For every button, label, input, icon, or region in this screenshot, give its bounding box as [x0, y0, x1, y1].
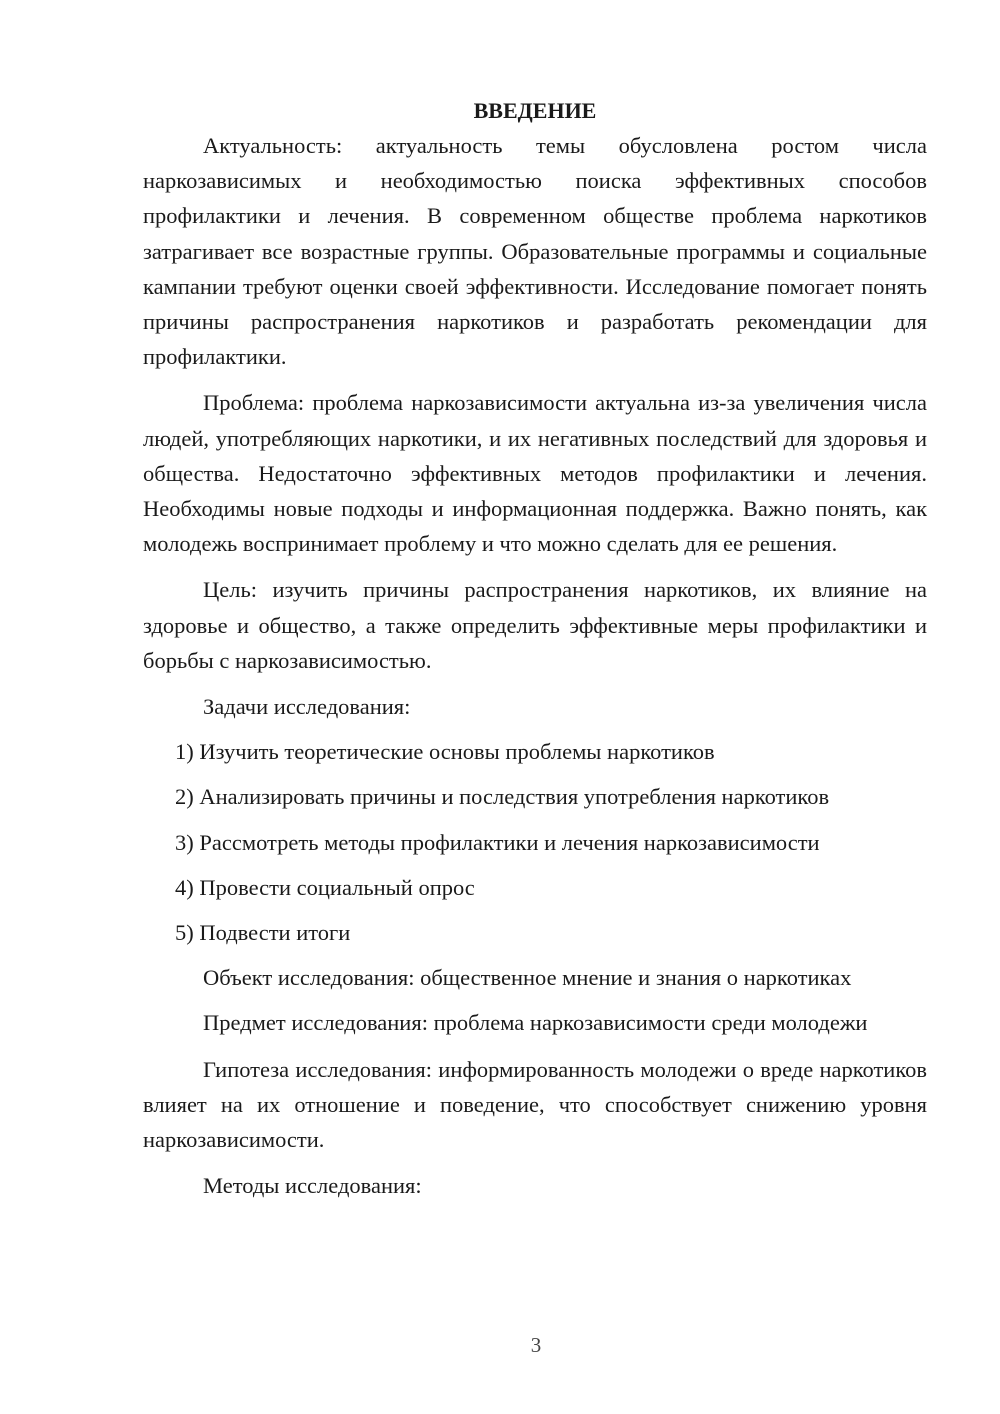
list-item: 2) Анализировать причины и последствия употребления наркотиков	[175, 784, 830, 810]
tasks-list	[143, 734, 927, 950]
page-number: 3	[530, 1333, 542, 1357]
list-item: 5) Подвести итоги	[175, 920, 351, 946]
hypothesis-paragraph: Гипотеза исследования: информированность молодежи о вреде наркотиков влияет на их отношение и поведение, что способствует снижению уровня наркозависимости.	[143, 1056, 927, 1153]
list-item: 4) Провести социальный опрос	[175, 874, 475, 900]
document-page	[143, 94, 927, 1213]
page-title: ВВЕДЕНИЕ	[473, 98, 597, 123]
list-item: 1) Изучить теоретические основы проблемы наркотиков	[175, 739, 715, 765]
subject-paragraph: Предмет исследования: проблема наркозависимости среди молодежи	[203, 1010, 868, 1036]
object-line: Объект исследования: общественное мнение и знания о наркотиках	[203, 965, 852, 991]
problem-paragraph: Проблема: проблема наркозависимости актуальна из-за увеличения числа людей, употребляющих наркотики, и их негативных последствий для здоровья и общества. Недостаточно эффективных методов профилактики и лечения. Необходимы новые подходы и информационная поддержка. Важно понять, как молодежь воспринимает проблему и что можно сделать для ее решения.	[143, 390, 927, 557]
methods-heading: Методы исследования:	[203, 1173, 422, 1199]
relevance-paragraph: Актуальность: актуальность темы обусловлена ростом числа наркозависимых и необходимостью поиска эффективных способов профилактики и лечения. В современном обществе проблема наркотиков затрагивает все возрастные группы. Образовательные программы и социальные кампании требуют оценки своей эффективности. Исследование помогает понять причины распространения наркотиков и разработать рекомендации для профилактики.	[143, 133, 927, 370]
goal-paragraph: Цель: изучить причины распространения наркотиков, их влияние на здоровье и общество, а также определить эффективные меры профилактики и борьбы с наркозависимостью.	[143, 577, 927, 673]
tasks-heading: Задачи исследования:	[203, 694, 411, 720]
list-item: 3) Рассмотреть методы профилактики и лечения наркозависимости	[175, 829, 820, 855]
